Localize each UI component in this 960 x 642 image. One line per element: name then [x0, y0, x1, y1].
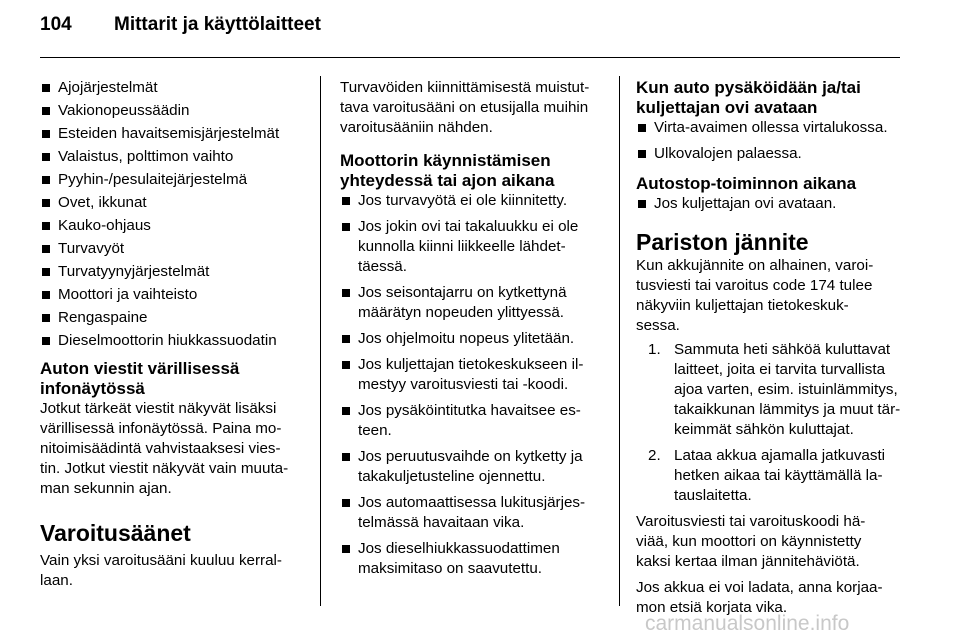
engine-start-list	[340, 191, 608, 579]
column-2	[340, 78, 608, 585]
paragraph-color-info: Jotkut tärkeät viestit näkyvät lisäksi värillisessä infonäytössä. Paina mo- nitoimisäädintä vahvistaaksesi vies- tin. Jotkut viestit näkyvät vain muuta- man sekunnin ajan.	[40, 400, 289, 497]
list-item: Turvatyynyjärjestelmät	[40, 262, 308, 282]
paragraph-battery-voltage: Kun akkujännite on alhainen, varoi- tusviesti tai varoitus code 174 tulee näkyviin kuljettajan tietokeskuk- sessa.	[636, 257, 874, 334]
autostop-list	[636, 194, 904, 214]
list-item: Dieselmoottorin hiukkassuodatin	[40, 331, 308, 351]
column-3	[636, 78, 904, 618]
list-item: Ajojärjestelmät	[40, 78, 308, 98]
section-heading-battery-voltage: Pariston jännite	[636, 229, 809, 255]
list-item: Ovet, ikkunat	[40, 193, 308, 213]
page-number: 104	[40, 14, 72, 35]
list-item: Valaistus, polttimon vaihto	[40, 147, 308, 167]
paragraph-seatbelt-priority: Turvavöiden kiinnittämisestä muistut- tava varoitusääni on etusijalla muihin varoitusääniin nähden.	[340, 79, 590, 136]
paragraph-repair: Jos akkua ei voi ladata, anna korjaa- mon etsiä korjata vika.	[636, 579, 883, 616]
step-item: 2. Lataa akkua ajamalla jatkuvasti hetken aikaa tai käyttämällä la- tauslaitetta.	[648, 447, 886, 504]
list-item: Jos turvavyötä ei ole kiinnitetty.	[340, 191, 608, 211]
list-item: Jos peruutusvaihde on kytketty ja takakuljetusteline ojennettu.	[340, 447, 608, 487]
list-item: Jos automaattisessa lukitusjärjes- telmässä havaitaan vika.	[340, 493, 608, 533]
list-item: Turvavyöt	[40, 239, 308, 259]
list-item: Ulkovalojen palaessa.	[636, 144, 904, 164]
list-item: Jos kuljettajan tietokeskukseen il- mestyy varoitusviesti tai -koodi.	[340, 355, 608, 395]
section-heading-color-info: Auton viestit värillisessä infonäytössä	[40, 359, 240, 398]
column-divider-1	[320, 76, 321, 606]
list-item: Jos jokin ovi tai takaluukku ei ole kunnolla kiinni liikkeelle lähdet- täessä.	[340, 217, 608, 277]
list-item: Moottori ja vaihteisto	[40, 285, 308, 305]
header-rule	[40, 57, 900, 58]
chapter-title: Mittarit ja käyttölaitteet	[114, 14, 321, 35]
section-heading-parking: Kun auto pysäköidään ja/tai kuljettajan ovi avataan	[636, 78, 861, 117]
list-item: Jos seisontajarru on kytkettynä määrätyn nopeuden ylittyessä.	[340, 283, 608, 323]
parking-list	[636, 118, 904, 164]
list-item: Vakionopeussäädin	[40, 101, 308, 121]
section-heading-warning-chimes: Varoitusäänet	[40, 520, 191, 546]
paragraph-warning-disappears: Varoitusviesti tai varoituskoodi hä- viää, kun moottori on käynnistetty kaksi kertaa ilman jännitehäviötä.	[636, 513, 866, 570]
list-item: Jos pysäköintitutka havaitsee es- teen.	[340, 401, 608, 441]
message-category-list	[40, 78, 308, 351]
section-heading-engine-start: Moottorin käynnistämisen yhteydessä tai ajon aikana	[340, 151, 555, 190]
list-item: Rengaspaine	[40, 308, 308, 328]
list-item: Kauko-ohjaus	[40, 216, 308, 236]
list-item: Pyyhin-/pesulaitejärjestelmä	[40, 170, 308, 190]
list-item: Esteiden havaitsemisjärjestelmät	[40, 124, 308, 144]
list-item: Jos ohjelmoitu nopeus ylitetään.	[340, 329, 608, 349]
column-1	[40, 78, 308, 591]
list-item: Virta-avaimen ollessa virtalukossa.	[636, 118, 904, 138]
column-divider-2	[619, 76, 620, 606]
list-item: Jos kuljettajan ovi avataan.	[636, 194, 904, 214]
list-item: Jos dieselhiukkassuodattimen maksimitaso on saavutettu.	[340, 539, 608, 579]
watermark: carmanualsonline.info	[645, 612, 850, 635]
section-heading-autostop: Autostop-toiminnon aikana	[636, 174, 857, 193]
battery-steps	[636, 340, 904, 506]
paragraph-warning-chimes: Vain yksi varoitusääni kuuluu kerral- laan.	[40, 552, 282, 589]
step-item: 1. Sammuta heti sähköä kuluttavat laitteet, joita ei tarvita turvallista ajoa varten, esim. istuinlämmitys, takaikkunan lämmitys ja muut tär- keimmät sähkön kuluttajat.	[648, 341, 901, 438]
